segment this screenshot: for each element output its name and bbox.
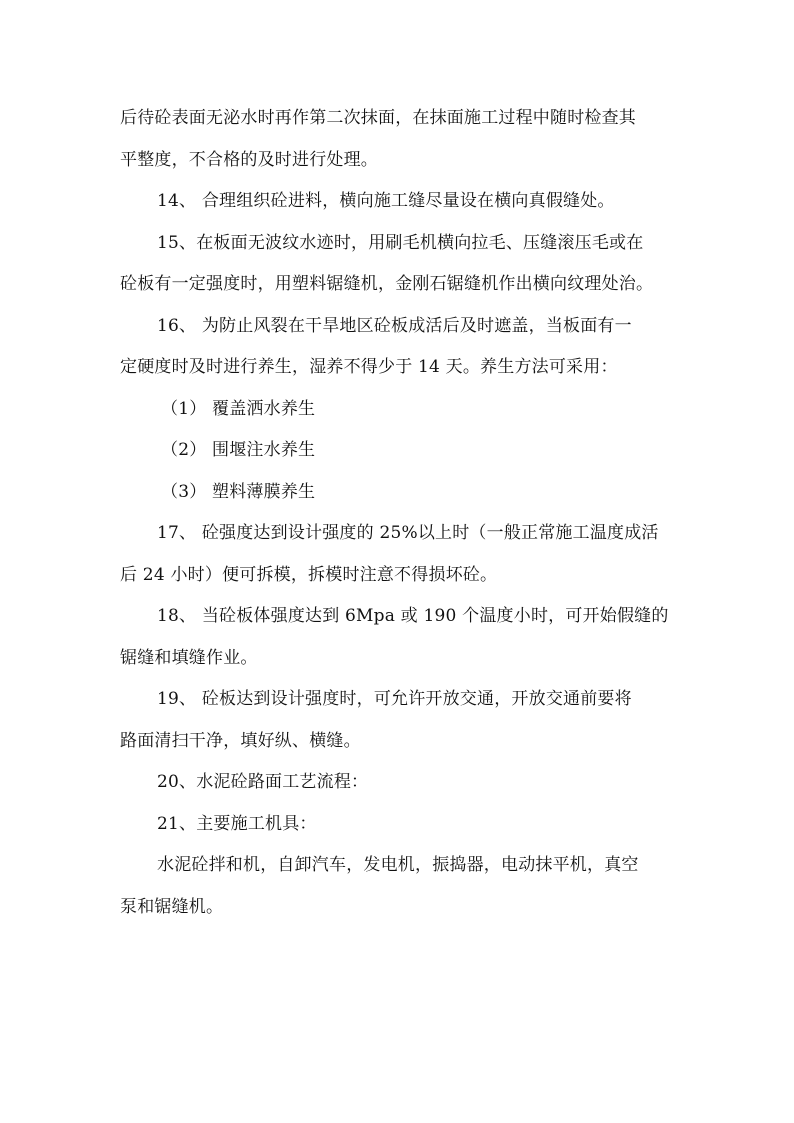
text-line: 15、在板面无波纹水迹时，用刷毛机横向拉毛、压缝滚压毛或在 [157, 232, 644, 253]
text-line: 后待砼表面无泌水时再作第二次抹面，在抹面施工过程中随时检查其 [120, 108, 636, 128]
text-line: 锯缝和填缝作业。 [120, 647, 258, 668]
text-line: 19、 砼板达到设计强度时，可允许开放交通，开放交通前要将 [157, 689, 632, 709]
text-line: 砼板有一定强度时，用塑料锯缝机，金刚石锯缝机作出横向纹理处治。 [120, 274, 654, 294]
text-line: 平整度，不合格的及时进行处理。 [120, 149, 378, 170]
text-line: 水泥砼拌和机，自卸汽车，发电机，振捣器，电动抹平机，真空 [157, 855, 639, 875]
list-item: （1） 覆盖洒水养生 [161, 398, 316, 419]
text-line: 21、主要施工机具： [157, 813, 317, 834]
text-line: 17、 砼强度达到设计强度的 25%以上时（一般正常施工温度成活 [157, 523, 659, 543]
text-line: 20、水泥砼路面工艺流程： [157, 772, 369, 792]
text-line: 泵和锯缝机。 [120, 896, 224, 917]
text-line: 14、 合理组织砼进料，横向施工缝尽量设在横向真假缝处。 [157, 191, 615, 211]
list-item: （2） 围堰注水养生 [161, 440, 316, 460]
document-body [120, 98, 680, 928]
text-line: 16、 为防止风裂在干旱地区砼板成活后及时遮盖，当板面有一 [157, 315, 632, 336]
text-line: 后 24 小时）便可拆模，拆模时注意不得损坏砼。 [120, 564, 498, 585]
text-line: 定硬度时及时进行养生，湿养不得少于 14 天。养生方法可采用： [120, 357, 618, 377]
text-line: 18、 当砼板体强度达到 6Mpa 或 190 个温度小时，可开始假缝的 [157, 606, 669, 626]
list-item: （3） 塑料薄膜养生 [161, 481, 316, 502]
text-line: 路面清扫干净，填好纵、横缝。 [120, 730, 361, 751]
